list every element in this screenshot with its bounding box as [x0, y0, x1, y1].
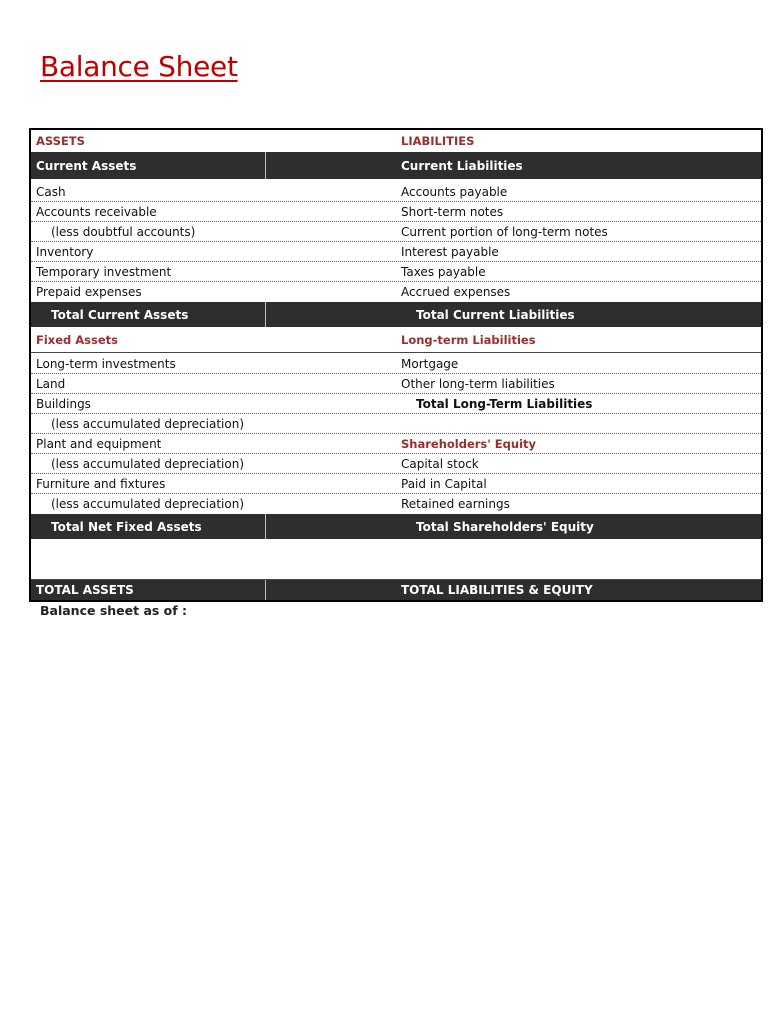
table-row [31, 202, 761, 222]
fixed-assets-label: Fixed Assets [36, 332, 118, 347]
total-long-term-liabilities[interactable]: Total Long-Term Liabilities [416, 396, 593, 411]
row-left-less-accumulated-depreciation[interactable]: (less accumulated depreciation) [51, 456, 244, 471]
table-row [31, 222, 761, 242]
total-current-liabilities[interactable]: Total Current Liabilities [416, 307, 575, 322]
row-right-mortgage[interactable]: Mortgage [401, 356, 459, 371]
assets-liabilities-header-row [31, 130, 761, 152]
grand-total-row [31, 580, 761, 600]
current-liabilities-label: Current Liabilities [401, 158, 523, 173]
row-right-accounts-payable[interactable]: Accounts payable [401, 184, 508, 199]
table-row [31, 182, 761, 202]
table-row [31, 242, 761, 262]
table-row [31, 354, 761, 374]
total-assets[interactable]: TOTAL ASSETS [31, 580, 266, 600]
table-row [31, 414, 761, 434]
table-row [31, 474, 761, 494]
page-title: Balance Sheet [40, 50, 238, 83]
table-row [31, 394, 761, 414]
total-current-assets[interactable]: Total Current Assets [31, 302, 266, 327]
table-row [31, 374, 761, 394]
row-left-cash[interactable]: Cash [36, 184, 66, 199]
row-left-temporary-investment[interactable]: Temporary investment [36, 264, 172, 279]
row-right-taxes-payable[interactable]: Taxes payable [401, 264, 486, 279]
row-left-less-accumulated-depreciation[interactable]: (less accumulated depreciation) [51, 496, 244, 511]
total-current-row [31, 302, 761, 327]
row-left-prepaid-expenses[interactable]: Prepaid expenses [36, 284, 142, 299]
row-left-inventory[interactable]: Inventory [36, 244, 94, 259]
table-row [31, 282, 761, 301]
row-right-current-portion-long-term-notes[interactable]: Current portion of long-term notes [401, 224, 608, 239]
row-right-interest-payable[interactable]: Interest payable [401, 244, 499, 259]
row-right-short-term-notes[interactable]: Short-term notes [401, 204, 504, 219]
row-right-capital-stock[interactable]: Capital stock [401, 456, 479, 471]
spacer-row [31, 539, 761, 580]
row-right-other-long-term-liabilities[interactable]: Other long-term liabilities [401, 376, 555, 391]
total-fixed-equity-row [31, 514, 761, 539]
row-left-land[interactable]: Land [36, 376, 66, 391]
current-header-row [31, 152, 761, 179]
shareholders-equity-label: Shareholders' Equity [401, 436, 537, 451]
row-left-furniture-and-fixtures[interactable]: Furniture and fixtures [36, 476, 166, 491]
row-right-accrued-expenses[interactable]: Accrued expenses [401, 284, 511, 299]
table-row [31, 262, 761, 282]
total-liabilities-equity[interactable]: TOTAL LIABILITIES & EQUITY [401, 583, 593, 597]
fixed-longterm-header-row [31, 327, 761, 353]
long-term-liabilities-label: Long-term Liabilities [401, 332, 536, 347]
row-left-less-accumulated-depreciation[interactable]: (less accumulated depreciation) [51, 416, 244, 431]
table-row [31, 454, 761, 474]
row-right-empty[interactable] [266, 414, 761, 433]
row-left-long-term-investments[interactable]: Long-term investments [36, 356, 176, 371]
assets-heading: ASSETS [36, 134, 85, 148]
balance-sheet-date-label: Balance sheet as of : [40, 603, 188, 618]
row-left-accounts-receivable[interactable]: Accounts receivable [36, 204, 157, 219]
row-right-retained-earnings[interactable]: Retained earnings [401, 496, 510, 511]
row-left-buildings[interactable]: Buildings [36, 396, 91, 411]
table-row [31, 434, 761, 454]
liabilities-heading: LIABILITIES [401, 134, 475, 148]
current-assets-label: Current Assets [31, 152, 266, 179]
total-shareholders-equity[interactable]: Total Shareholders' Equity [416, 519, 594, 534]
row-right-paid-in-capital[interactable]: Paid in Capital [401, 476, 487, 491]
table-row [31, 494, 761, 513]
row-left-less-doubtful-accounts[interactable]: (less doubtful accounts) [51, 224, 196, 239]
balance-sheet-table [29, 128, 763, 602]
total-net-fixed-assets[interactable]: Total Net Fixed Assets [31, 514, 266, 539]
row-left-plant-and-equipment[interactable]: Plant and equipment [36, 436, 162, 451]
